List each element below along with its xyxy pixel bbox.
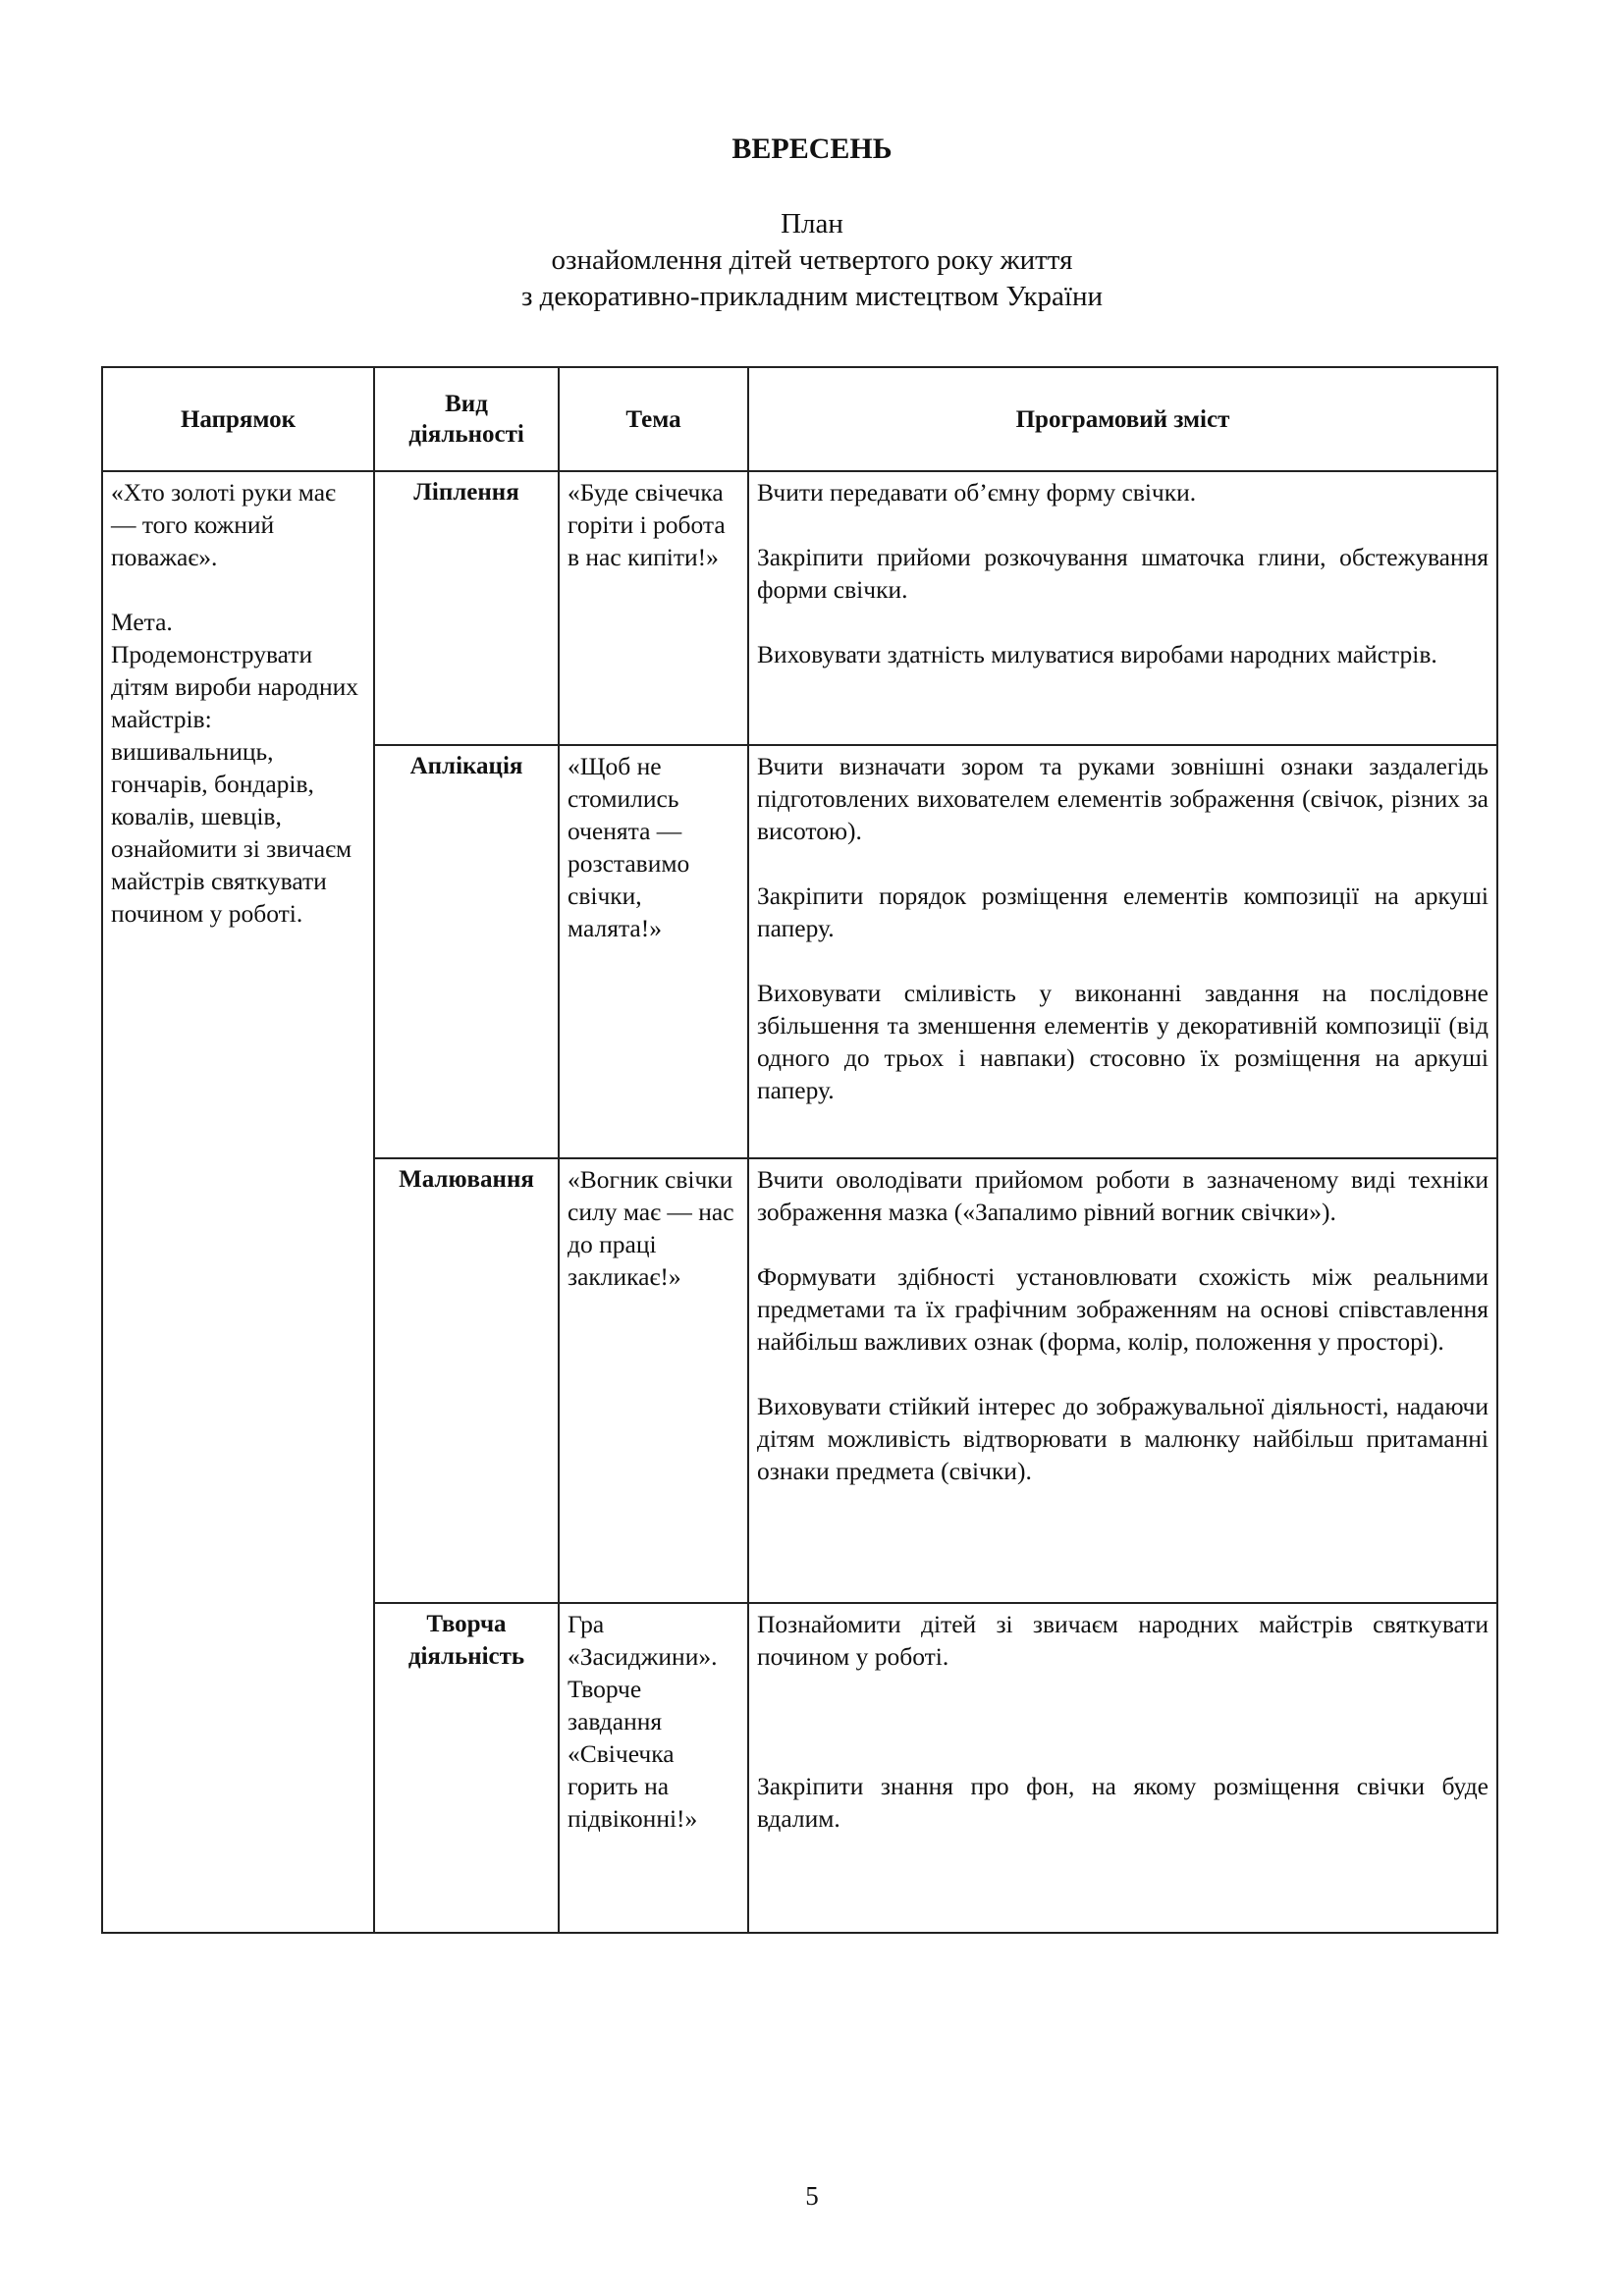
direction-goal: Мета. Продемонструвати дітям вироби народних майстрів: вишивальниць, гончарів, бондарів, ковалів, шевців, ознайомити зі звичаєм майстрів святкувати почином у роботі. bbox=[111, 608, 359, 928]
content-cell bbox=[748, 745, 1497, 1158]
direction-cell bbox=[102, 471, 374, 1933]
theme-cell: «Буде свічечка горіти і робота в нас кипіти!» bbox=[559, 471, 748, 745]
theme-cell: Гра «Засиджини». Творче завдання «Свічечка горить на підвіконні!» bbox=[559, 1603, 748, 1933]
theme-cell: «Щоб не стомились оченята — розставимо свічки, малята!» bbox=[559, 745, 748, 1158]
activity-cell: Аплікація bbox=[374, 745, 559, 1158]
content-paragraph: Виховувати здатність милуватися виробами народних майстрів. bbox=[757, 640, 1437, 668]
content-cell bbox=[748, 471, 1497, 745]
activity-cell: Творча діяльність bbox=[374, 1603, 559, 1933]
table-header-row bbox=[102, 367, 1497, 471]
activity-cell: Ліплення bbox=[374, 471, 559, 745]
header-direction: Напрямок bbox=[102, 367, 374, 471]
content-paragraph: Закріпити порядок розміщення елементів композиції на аркуші паперу. bbox=[757, 881, 1489, 942]
header-activity: Вид діяльності bbox=[374, 367, 559, 471]
direction-quote: «Хто золоті руки має — того кожний поважає». bbox=[111, 478, 336, 571]
subtitle-line-1: План bbox=[781, 208, 843, 240]
page-subtitle bbox=[0, 206, 1624, 315]
content-paragraph: Вчити оволодівати прийомом роботи в зазначеному виді техніки зображення мазка («Запалимо рівний вогник свічки»). bbox=[757, 1165, 1489, 1226]
content-paragraph: Познайомити дітей зі звичаєм народних майстрів святкувати почином у роботі. bbox=[757, 1610, 1489, 1671]
content-paragraph: Виховувати сміливість у виконанні завдання на послідовне збільшення та зменшення елементів у декоративній композиції (від одного до трьох і навпаки) стосовно їх розміщення на аркуші паперу. bbox=[757, 979, 1489, 1104]
table-row bbox=[102, 471, 1497, 745]
page-title: ВЕРЕСЕНЬ bbox=[731, 133, 893, 165]
header-content: Програмовий зміст bbox=[748, 367, 1497, 471]
content-cell bbox=[748, 1158, 1497, 1603]
content-paragraph: Закріпити прийоми розкочування шматочка глини, обстежування форми свічки. bbox=[757, 543, 1489, 604]
header-theme: Тема bbox=[559, 367, 748, 471]
activity-cell: Малювання bbox=[374, 1158, 559, 1603]
plan-table bbox=[101, 366, 1498, 1934]
content-paragraph: Формувати здібності установлювати схожість між реальними предметами та їх графічним зображенням на основі співставлення найбільш важливих ознак (форма, колір, положення у просторі). bbox=[757, 1262, 1489, 1356]
content-paragraph: Вчити визначати зором та руками зовнішні ознаки заздалегідь підготовлених вихователем елементів зображення (свічок, різних за висотою). bbox=[757, 752, 1489, 845]
content-cell bbox=[748, 1603, 1497, 1933]
content-paragraph: Вчити передавати об’ємну форму свічки. bbox=[757, 478, 1197, 507]
theme-cell: «Вогник свічки силу має — нас до праці закликає!» bbox=[559, 1158, 748, 1603]
subtitle-line-2: ознайомлення дітей четвертого року життя bbox=[551, 244, 1073, 276]
subtitle-line-3: з декоративно-прикладним мистецтвом України bbox=[520, 281, 1104, 312]
page-number: 5 bbox=[805, 2181, 819, 2211]
content-paragraph: Закріпити знання про фон, на якому розміщення свічки буде вдалим. bbox=[757, 1772, 1489, 1833]
content-paragraph: Виховувати стійкий інтерес до зображувальної діяльності, надаючи дітям можливість відтворювати в малюнку найбільш притаманні ознаки предмета (свічки). bbox=[757, 1392, 1489, 1485]
